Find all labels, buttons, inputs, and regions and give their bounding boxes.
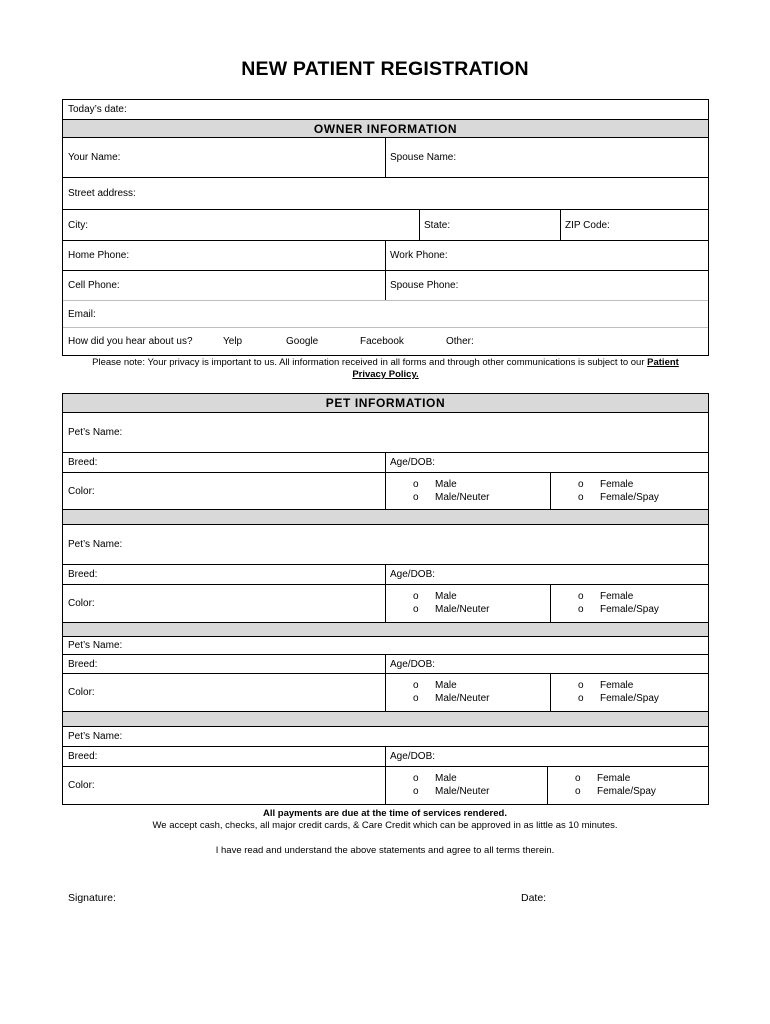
privacy-policy-link-a[interactable]: Patient [647, 357, 679, 368]
radio-bullet: o [578, 680, 584, 691]
male-option: Male [435, 773, 457, 784]
pet-separator [63, 622, 708, 636]
pet3-sex-male-group[interactable] [413, 679, 489, 705]
pet3-breed-field[interactable]: Breed: [68, 658, 98, 670]
radio-bullet: o [413, 693, 419, 704]
pet2-sex-female-group[interactable] [578, 590, 659, 616]
owner-section-header [63, 119, 708, 137]
hear-about-label: How did you hear about us? [68, 336, 193, 347]
pet-section-title: PET INFORMATION [325, 396, 446, 410]
street-address-field[interactable]: Street address: [68, 188, 136, 199]
pet2-breed-row [63, 564, 708, 584]
owner-information-table [62, 99, 709, 356]
pet2-name-field[interactable]: Pet’s Name: [68, 539, 123, 550]
phone-row [63, 240, 708, 270]
city-field[interactable]: City: [68, 219, 88, 231]
city-row [63, 209, 708, 240]
female-spay-option: Female/Spay [600, 693, 659, 704]
pet1-breed-field[interactable]: Breed: [68, 457, 98, 468]
radio-bullet: o [578, 693, 584, 704]
todays-date-label: Today’s date: [68, 104, 127, 115]
pet1-name-field[interactable]: Pet’s Name: [68, 427, 123, 438]
female-spay-option: Female/Spay [597, 786, 656, 797]
pet4-color-field[interactable]: Color: [68, 780, 95, 791]
female-option: Female [597, 773, 631, 784]
pet3-color-row [63, 673, 708, 711]
pet4-sex-female-group[interactable] [575, 772, 656, 798]
zip-code-field[interactable]: ZIP Code: [565, 219, 610, 231]
male-neuter-option: Male/Neuter [435, 604, 490, 615]
radio-bullet: o [575, 773, 581, 784]
female-spay-option: Female/Spay [600, 492, 659, 503]
female-spay-option: Female/Spay [600, 604, 659, 615]
male-option: Male [435, 479, 457, 490]
email-row [63, 300, 708, 327]
pet-separator [63, 711, 708, 726]
privacy-policy-link-b[interactable]: Privacy Policy. [352, 369, 419, 380]
pet4-color-row [63, 766, 708, 804]
pet1-color-row [63, 472, 708, 509]
radio-bullet: o [578, 479, 584, 490]
pet1-color-field[interactable]: Color: [68, 485, 95, 497]
pet4-name-field[interactable]: Pet’s Name: [68, 731, 123, 742]
agreement-statement: I have read and understand the above statements and agree to all terms therein. [215, 845, 555, 856]
pet1-name-row [63, 412, 708, 452]
pet2-sex-male-group[interactable] [413, 590, 489, 616]
pet1-age-field[interactable]: Age/DOB: [390, 457, 436, 468]
option-google[interactable]: Google [286, 336, 319, 347]
male-option: Male [435, 591, 457, 602]
hear-about-row [63, 327, 708, 355]
female-option: Female [600, 680, 634, 691]
date-field[interactable]: Date: [521, 892, 547, 904]
radio-bullet: o [413, 680, 419, 691]
radio-bullet: o [575, 786, 581, 797]
radio-bullet: o [413, 591, 419, 602]
todays-date-row[interactable] [63, 100, 708, 119]
spouse-phone-field[interactable]: Spouse Phone: [390, 280, 459, 291]
pet4-breed-field[interactable]: Breed: [68, 751, 98, 762]
payment-methods-notice: We accept cash, checks, all major credit cards, & Care Credit which can be approved in as little as 10 minutes. [152, 820, 618, 831]
radio-bullet: o [413, 479, 419, 490]
pet1-sex-male-group[interactable] [413, 478, 489, 504]
radio-bullet: o [578, 591, 584, 602]
radio-bullet: o [413, 786, 419, 797]
pet1-sex-female-group[interactable] [578, 478, 659, 504]
pet2-breed-field[interactable]: Breed: [68, 569, 98, 580]
male-neuter-option: Male/Neuter [435, 492, 490, 503]
home-phone-field[interactable]: Home Phone: [68, 250, 130, 261]
cell-phone-row [63, 270, 708, 300]
pet3-breed-row [63, 654, 708, 673]
radio-bullet: o [413, 773, 419, 784]
pet1-breed-row [63, 452, 708, 472]
female-option: Female [600, 479, 634, 490]
page-title: NEW PATIENT REGISTRATION [241, 58, 529, 80]
pet-information-table [62, 393, 709, 805]
radio-bullet: o [578, 604, 584, 615]
pet4-name-row [63, 726, 708, 746]
option-other[interactable]: Other: [446, 336, 474, 347]
state-field[interactable]: State: [424, 219, 451, 231]
male-neuter-option: Male/Neuter [435, 786, 490, 797]
radio-bullet: o [578, 492, 584, 503]
radio-bullet: o [413, 604, 419, 615]
pet3-name-field[interactable]: Pet’s Name: [68, 640, 123, 651]
pet-separator [63, 509, 708, 524]
spouse-name-field[interactable]: Spouse Name: [390, 152, 457, 163]
male-option: Male [435, 680, 457, 691]
pet2-color-row [63, 584, 708, 622]
pet3-color-field[interactable]: Color: [68, 687, 95, 698]
payments-notice: All payments are due at the time of services rendered. [263, 808, 507, 819]
pet4-sex-male-group[interactable] [413, 772, 489, 798]
your-name-field[interactable]: Your Name: [68, 152, 121, 163]
email-field[interactable]: Email: [68, 308, 96, 320]
radio-bullet: o [413, 492, 419, 503]
privacy-note [62, 357, 709, 381]
cell-phone-field[interactable]: Cell Phone: [68, 280, 120, 291]
pet4-age-field[interactable]: Age/DOB: [390, 751, 436, 762]
work-phone-field[interactable]: Work Phone: [390, 250, 448, 261]
option-yelp[interactable]: Yelp [223, 336, 243, 347]
signature-field[interactable]: Signature: [68, 892, 116, 904]
male-neuter-option: Male/Neuter [435, 693, 490, 704]
street-row [63, 177, 708, 209]
owner-section-title: OWNER INFORMATION [313, 121, 458, 136]
pet-section-header [63, 394, 708, 412]
option-facebook[interactable]: Facebook [360, 336, 404, 347]
pet4-breed-row [63, 746, 708, 766]
pet2-age-field[interactable]: Age/DOB: [390, 569, 436, 580]
pet3-name-row [63, 636, 708, 654]
pet2-name-row [63, 524, 708, 564]
female-option: Female [600, 591, 634, 602]
pet2-color-field[interactable]: Color: [68, 598, 95, 609]
pet3-age-field[interactable]: Age/DOB: [390, 658, 436, 670]
name-row [63, 137, 708, 177]
pet3-sex-female-group[interactable] [578, 679, 659, 705]
privacy-note-text: Please note: Your privacy is important to us. All information received in all forms and through other communications is subject to our [92, 357, 645, 368]
